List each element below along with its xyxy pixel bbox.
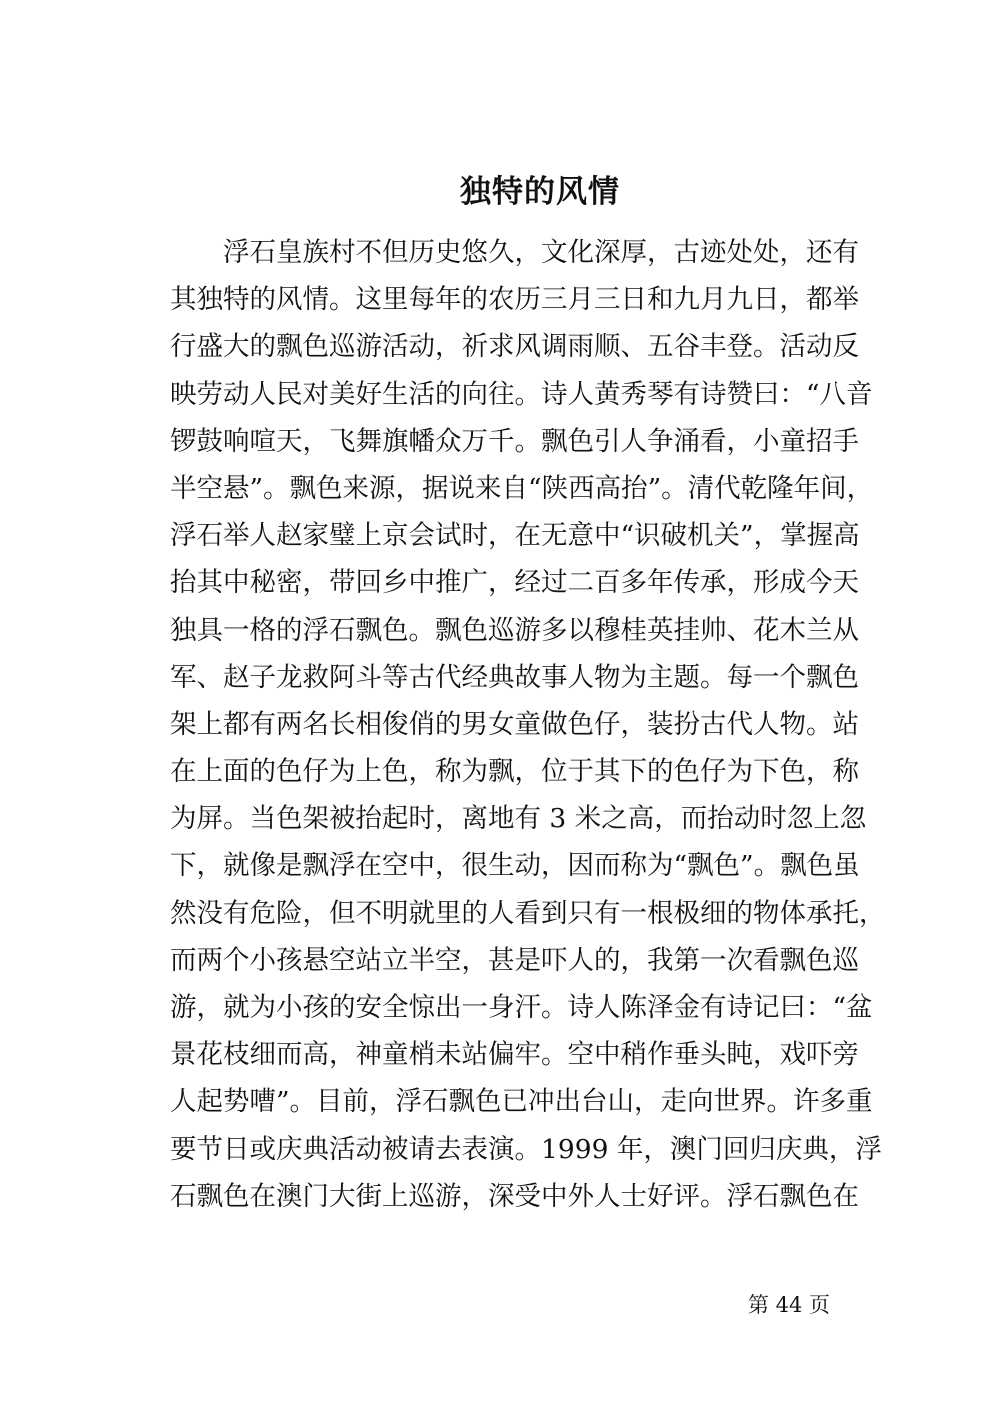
- text-line: 浮石举人赵家璧上京会试时，在无意中“识破机关”，掌握高: [170, 520, 860, 552]
- text-line: 映劳动人民对美好生活的向往。诗人黄秀琴有诗赞曰：“八音: [170, 378, 873, 410]
- text-line: 游，就为小孩的安全惊出一身汗。诗人陈泽金有诗记曰：“盆: [170, 992, 873, 1023]
- text-line: 抬其中秘密，带回乡中推广，经过二百多年传承，形成今天: [170, 567, 859, 599]
- text-line: 景花枝细而高，神童梢未站偏牢。空中稍作垂头盹，戏吓旁: [170, 1039, 859, 1071]
- text-line: 军、赵子龙救阿斗等古代经典故事人物为主题。每一个飘色: [170, 661, 859, 693]
- text-line: 然没有危险，但不明就里的人看到只有一根极细的物体承托，: [170, 897, 886, 929]
- text-line: 而两个小孩悬空站立半空，甚是吓人的，我第一次看飘色巡: [170, 944, 859, 976]
- body-text: [170, 229, 886, 1220]
- text-line: 石飘色在澳门大街上巡游，深受中外人士好评。浮石飘色在: [170, 1180, 859, 1212]
- text-line: 在上面的色仔为上色，称为飘，位于其下的色仔为下色，称: [170, 756, 859, 788]
- text-line: 半空悬”。飘色来源，据说来自“陕西高抬”。清代乾隆年间，: [170, 472, 874, 504]
- text-line: 锣鼓响喧天，飞舞旗幡众万千。飘色引人争涌看，小童招手: [170, 425, 859, 457]
- text-line: 为屏。当色架被抬起时，离地有 3 米之高，而抬动时忽上忽: [170, 803, 867, 835]
- text-line: 独具一格的浮石飘色。飘色巡游多以穆桂英挂帅、花木兰从: [170, 614, 859, 646]
- text-line: 下，就像是飘浮在空中，很生动，因而称为“飘色”。飘色虽: [170, 850, 860, 882]
- page-number: 第 44 页: [747, 1293, 830, 1317]
- text-line: 要节日或庆典活动被请去表演。1999 年，澳门回归庆典，浮: [170, 1133, 882, 1165]
- page-title: 独特的风情: [460, 174, 620, 210]
- text-line: 行盛大的飘色巡游活动，祈求风调雨顺、五谷丰登。活动反: [170, 331, 859, 363]
- text-line: 其独特的风情。这里每年的农历三月三日和九月九日，都举: [170, 284, 859, 316]
- text-line: 架上都有两名长相俊俏的男女童做色仔，装扮古代人物。站: [170, 708, 859, 740]
- text-line: 浮石皇族村不但历史悠久，文化深厚，古迹处处，还有: [223, 237, 859, 268]
- text-line: 人起势嘈”。目前，浮石飘色已冲出台山，走向世界。许多重: [170, 1086, 873, 1118]
